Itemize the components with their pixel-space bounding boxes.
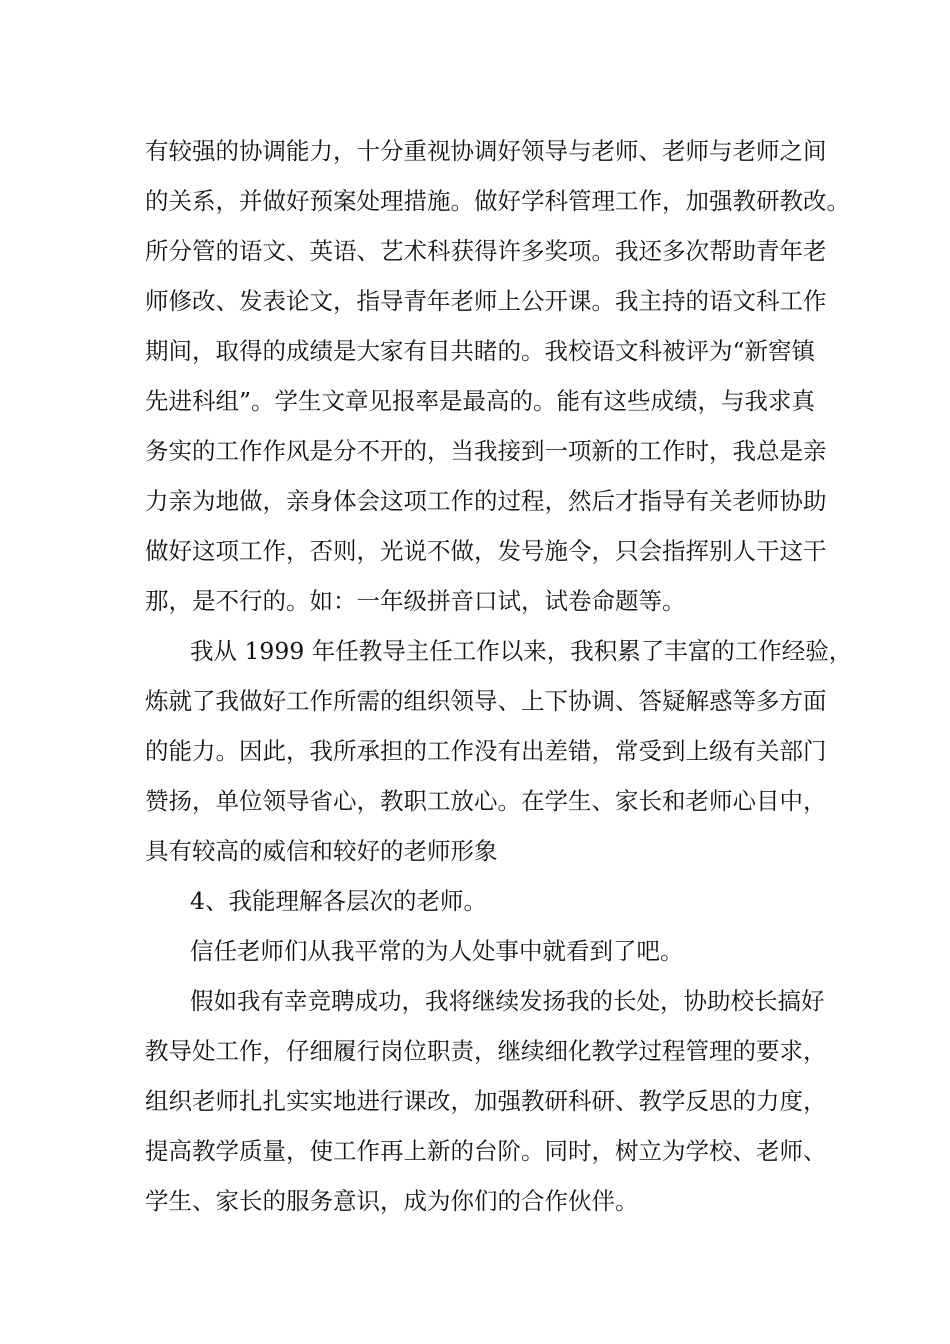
text-line-15: 具有较高的威信和较好的老师形象 xyxy=(145,837,498,865)
text-line-6: 先进科组”。学生文章见报率是最高的。能有这些成绩，与我求真 xyxy=(145,387,816,415)
text-line-19: 教导处工作，仔细履行岗位职责，继续细化教学过程管理的要求， xyxy=(145,1037,827,1065)
text-line-18: 假如我有幸竞聘成功，我将继续发扬我的长处，协助校长搞好 xyxy=(190,987,825,1015)
text-line-13: 的能力。因此，我所承担的工作没有出差错，常受到上级有关部门 xyxy=(145,737,827,765)
text-line-14: 赞扬，单位领导省心，教职工放心。在学生、家长和老师心目中， xyxy=(145,787,827,815)
text-line-8: 力亲为地做，亲身体会这项工作的过程，然后才指导有关老师协助 xyxy=(145,487,827,515)
text-line-5: 期间，取得的成绩是大家有目共睹的。我校语文科被评为“新窖镇 xyxy=(145,337,816,365)
text-line-16: 4、我能理解各层次的老师。 xyxy=(190,887,487,915)
text-line-7: 务实的工作作风是分不开的，当我接到一项新的工作时，我总是亲 xyxy=(145,437,827,465)
text-line-2: 的关系，并做好预案处理措施。做好学科管理工作，加强教研教改。 xyxy=(145,187,850,215)
text-line-4: 师修改、发表论文，指导青年老师上公开课。我主持的语文科工作 xyxy=(145,287,827,315)
text-line-12: 炼就了我做好工作所需的组织领导、上下协调、答疑解惑等多方面 xyxy=(145,687,827,715)
text-line-20: 组织老师扎扎实实地进行课改，加强教研科研、教学反思的力度， xyxy=(145,1087,827,1115)
text-line-10: 那，是不行的。如：一年级拼音口试，试卷命题等。 xyxy=(145,587,686,615)
text-line-11: 我从 1999 年任教导主任工作以来，我积累了丰富的工作经验， xyxy=(190,637,853,665)
text-line-3: 所分管的语文、英语、艺术科获得许多奖项。我还多次帮助青年老 xyxy=(145,237,827,265)
text-line-17: 信任老师们从我平常的为人处事中就看到了吧。 xyxy=(190,937,684,965)
text-line-21: 提高教学质量，使工作再上新的台阶。同时，树立为学校、老师、 xyxy=(145,1137,827,1165)
text-line-22: 学生、家长的服务意识，成为你们的合作伙伴。 xyxy=(145,1187,639,1215)
text-line-9: 做好这项工作，否则，光说不做，发号施令，只会指挥别人干这干 xyxy=(145,537,827,565)
text-line-1: 有较强的协调能力，十分重视协调好领导与老师、老师与老师之间 xyxy=(145,137,827,165)
